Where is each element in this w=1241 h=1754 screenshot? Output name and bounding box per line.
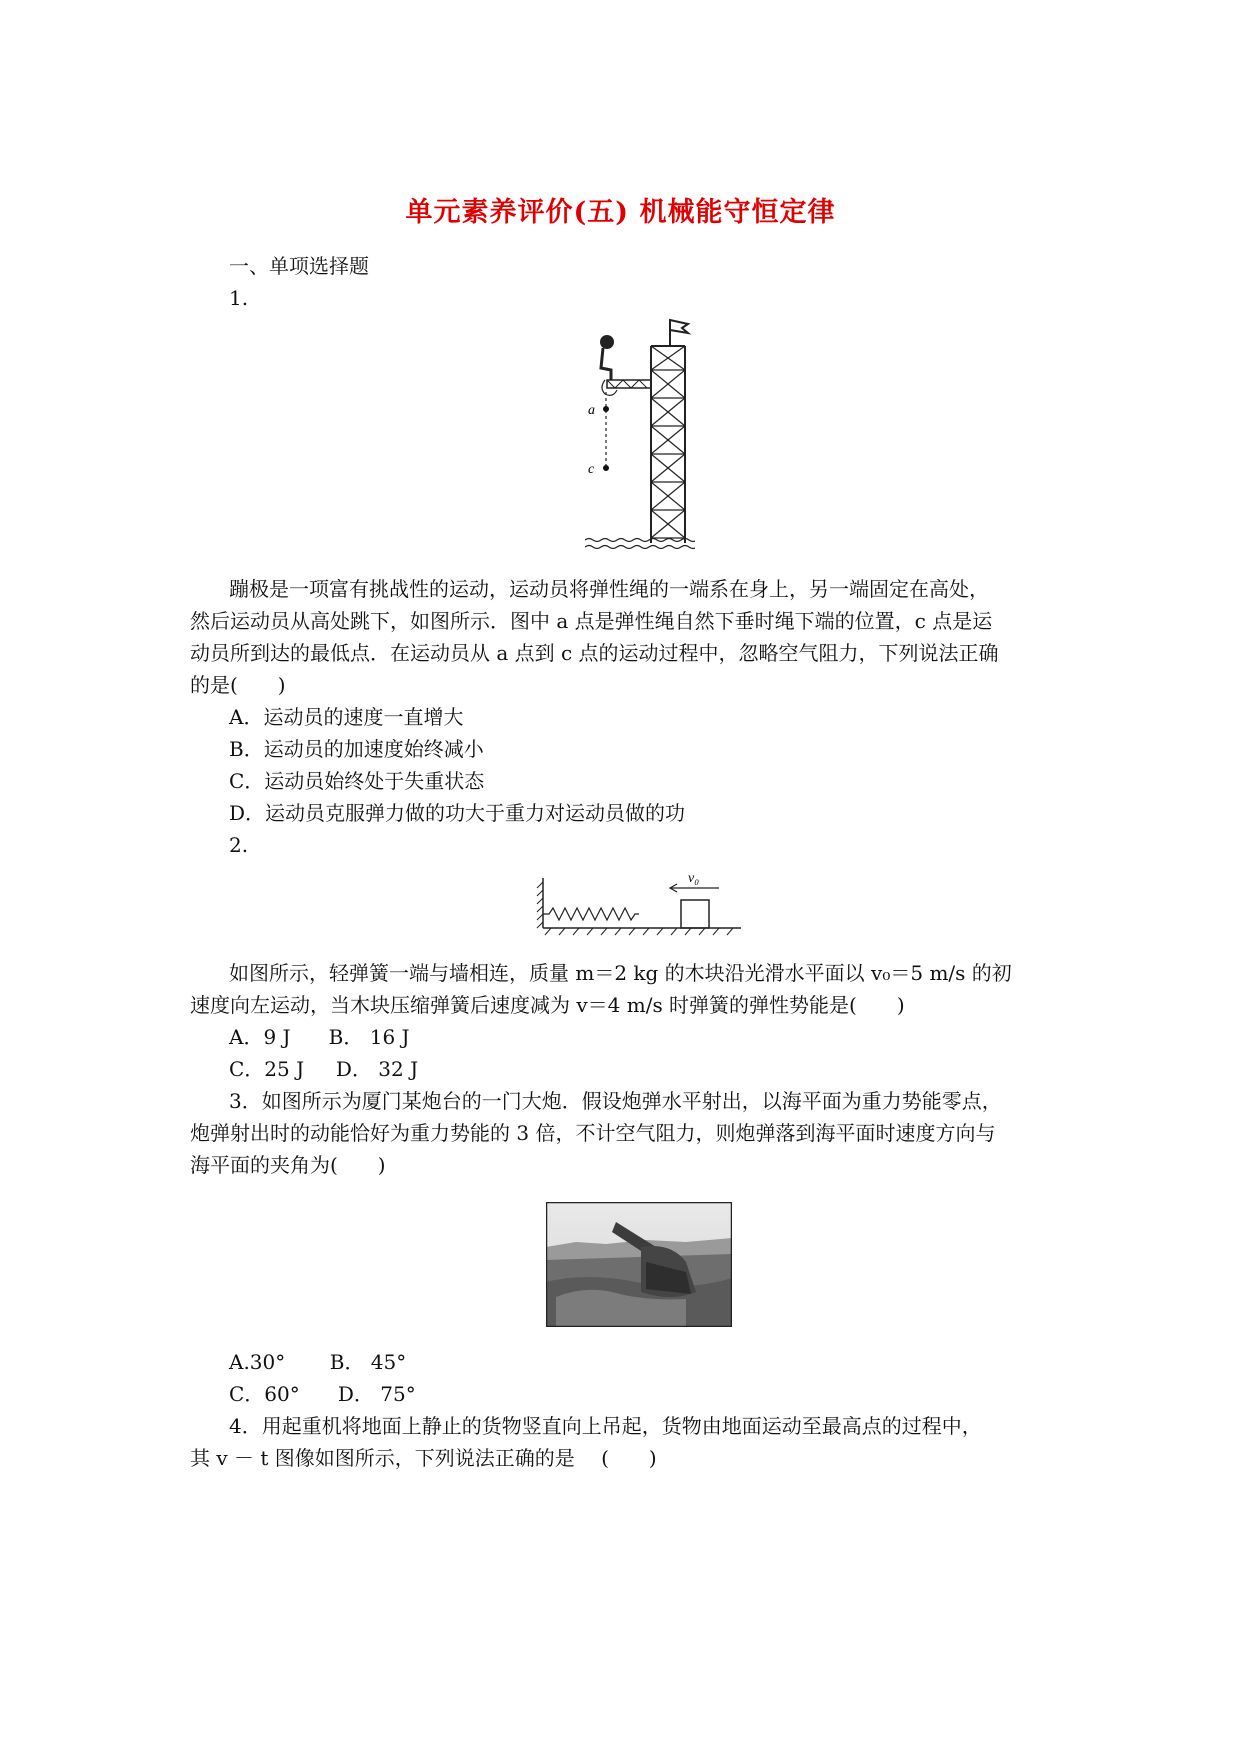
q2-options-row-1: A．9 J B． 16 J — [229, 1025, 410, 1049]
q1-text-line-4: 的是( ) — [190, 673, 286, 697]
q2-text-line-1: 如图所示，轻弹簧一端与墙相连，质量 m＝2 kg 的木块沿光滑水平面以 v₀＝5 m/s 的初 — [229, 961, 1012, 985]
q1-text-line-3: 动员所到达的最低点．在运动员从 a 点到 c 点的运动过程中，忽略空气阻力，下列说法正确 — [190, 641, 999, 665]
q1-text-line-1: 蹦极是一项富有挑战性的运动，运动员将弹性绳的一端系在身上，另一端固定在高处， — [229, 577, 989, 601]
q3-text-line-3: 海平面的夹角为( ) — [190, 1153, 386, 1177]
q1-text-line-2: 然后运动员从高处跳下，如图所示．图中 a 点是弹性绳自然下垂时绳下端的位置，c 点是运 — [190, 609, 993, 633]
q1-option-b: B．运动员的加速度始终减小 — [229, 737, 484, 761]
point-a-label: a — [588, 403, 595, 418]
v0-label: v₀ — [688, 871, 700, 886]
point-c-label: c — [588, 462, 595, 477]
q4-text-line-1: 4．用起重机将地面上静止的货物竖直向上吊起，货物由地面运动至最高点的过程中， — [229, 1414, 982, 1438]
q2-options-row-2: C．25 J D． 32 J — [229, 1057, 419, 1081]
bungee-figure — [585, 318, 695, 558]
q3-options-row-1: A.30° B． 45° — [229, 1350, 407, 1374]
q1-option-a: A．运动员的速度一直增大 — [229, 705, 464, 729]
q3-options-row-2: C．60° D． 75° — [229, 1382, 416, 1406]
q1-option-c: C．运动员始终处于失重状态 — [229, 769, 485, 793]
q3-text-line-2: 炮弹射出时的动能恰好为重力势能的 3 倍，不计空气阻力，则炮弹落到海平面时速度方向与 — [190, 1121, 996, 1145]
q4-text-line-2: 其 v － t 图像如图所示，下列说法正确的是 ( ) — [190, 1446, 657, 1470]
section-heading: 一、单项选择题 — [229, 254, 369, 278]
page-title: 单元素养评价(五) 机械能守恒定律 — [405, 197, 836, 228]
q1-number: 1. — [229, 286, 249, 310]
q2-text-line-2: 速度向左运动，当木块压缩弹簧后速度减为 v＝4 m/s 时弹簧的弹性势能是( ) — [190, 993, 905, 1017]
q3-text-line-1: 3．如图所示为厦门某炮台的一门大炮．假设炮弹水平射出，以海平面为重力势能零点， — [229, 1089, 1002, 1113]
q1-option-d: D．运动员克服弹力做的功大于重力对运动员做的功 — [229, 801, 686, 825]
cannon-photo — [546, 1202, 732, 1327]
q2-number: 2. — [229, 833, 249, 857]
spring-block-figure — [535, 868, 745, 938]
